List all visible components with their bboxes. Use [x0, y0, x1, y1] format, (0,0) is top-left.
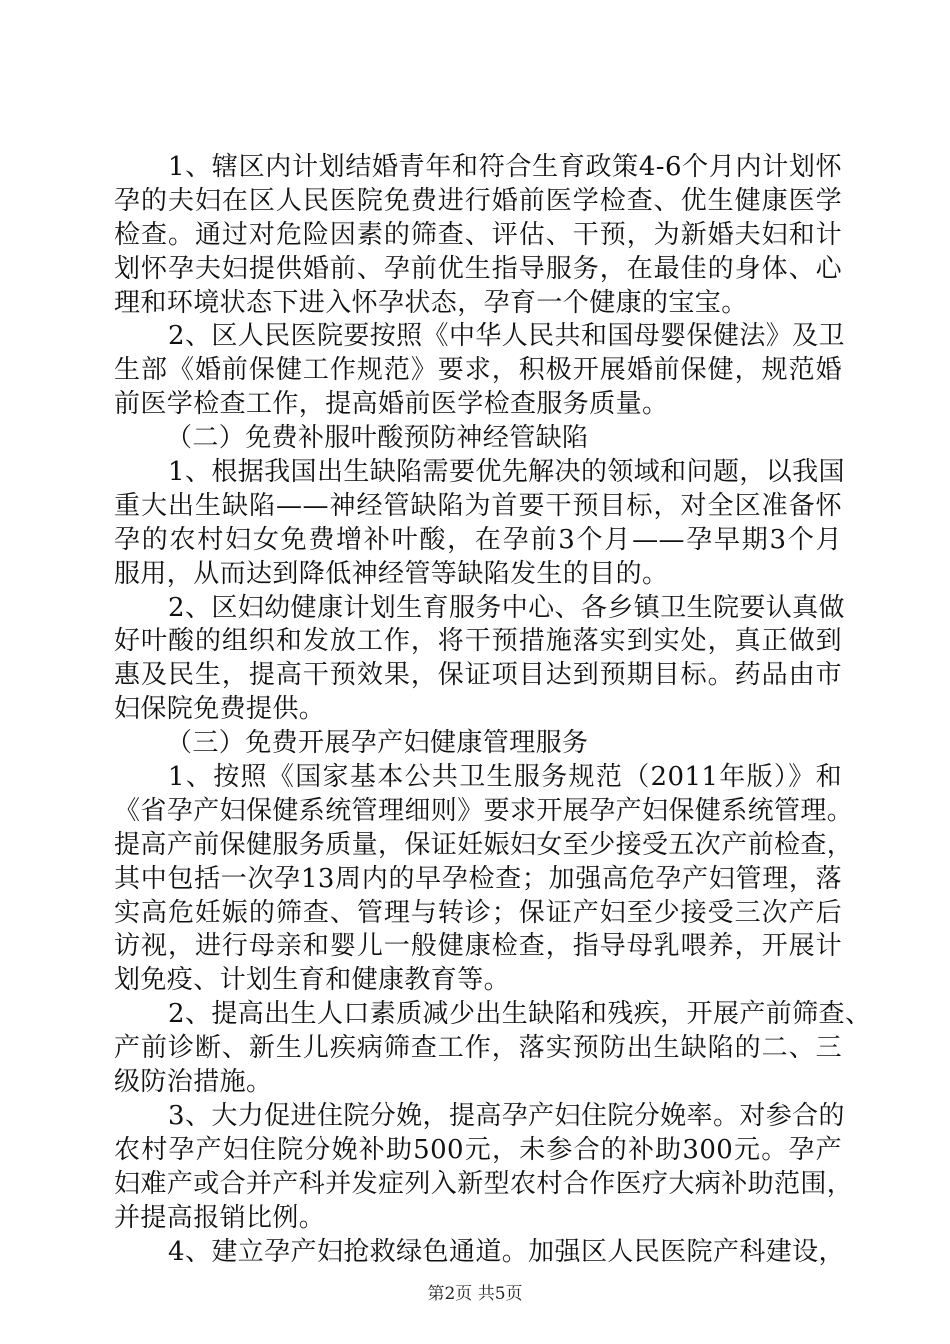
- text-line: 孕的农村妇女免费增补叶酸，在孕前3个月——孕早期3个月: [114, 524, 842, 555]
- text-line: 1、按照《国家基本公共卫生服务规范（2011年版）》和: [168, 762, 842, 793]
- text-line: 1、根据我国出生缺陷需要优先解决的领域和问题，以我国: [168, 457, 845, 488]
- text-line: 理和环境状态下进入怀孕状态，孕育一个健康的宝宝。: [114, 287, 748, 318]
- page-footer: 第2页 共5页: [427, 1284, 523, 1304]
- text-line: 并提高报销比例。: [114, 1202, 326, 1233]
- text-line: 划怀孕夫妇提供婚前、孕前优生指导服务，在最佳的身体、心: [114, 253, 842, 284]
- text-line: 好叶酸的组织和发放工作，将干预措施落实到实处，真正做到: [114, 626, 842, 657]
- text-line: 级防治措施。: [114, 1067, 273, 1098]
- text-line: 妇难产或合并产科并发症列入新型农村合作医疗大病补助范围，: [114, 1168, 854, 1199]
- text-line: 生部《婚前保健工作规范》要求，积极开展婚前保健，规范婚: [114, 355, 842, 386]
- text-line: （三）免费开展孕产妇健康管理服务: [166, 728, 589, 759]
- text-line: 妇保院免费提供。: [114, 694, 326, 725]
- text-line: 前医学检查工作，提高婚前医学检查服务质量。: [114, 389, 669, 420]
- text-line: 实高危妊娠的筛查、管理与转诊；保证产妇至少接受三次产后: [114, 897, 842, 928]
- text-line: 1、辖区内计划结婚青年和符合生育政策4-6个月内计划怀: [168, 152, 842, 182]
- text-line: （二）免费补服叶酸预防神经管缺陷: [166, 423, 589, 454]
- text-line: 服用，从而达到降低神经管等缺陷发生的目的。: [114, 558, 669, 589]
- text-line: 提高产前保健服务质量，保证妊娠妇女至少接受五次产前检查，: [114, 829, 854, 860]
- text-line: 访视，进行母亲和婴儿一般健康检查，指导母乳喂养，开展计: [114, 931, 842, 962]
- text-line: 2、提高出生人口素质减少出生缺陷和残疾，开展产前筛查、: [168, 999, 872, 1030]
- text-line: 划免疫、计划生育和健康教育等。: [114, 965, 511, 996]
- document-body: [114, 151, 872, 1269]
- text-line: 孕的夫妇在区人民医院免费进行婚前医学检查、优生健康医学: [114, 185, 842, 216]
- text-line: 检查。通过对危险因素的筛查、评估、干预，为新婚夫妇和计: [114, 219, 842, 250]
- text-line: 2、区妇幼健康计划生育服务中心、各乡镇卫生院要认真做: [168, 592, 845, 623]
- text-line: 3、大力促进住院分娩，提高孕产妇住院分娩率。对参合的: [168, 1100, 845, 1131]
- text-line: 2、区人民医院要按照《中华人民共和国母婴保健法》及卫: [168, 321, 845, 352]
- text-line: 其中包括一次孕13周内的早孕检查；加强高危孕产妇管理，落: [114, 863, 842, 894]
- text-line: 惠及民生，提高干预效果，保证项目达到预期目标。药品由市: [114, 660, 842, 691]
- text-line: 农村孕产妇住院分娩补助500元，未参合的补助300元。孕产: [114, 1134, 842, 1165]
- text-line: 产前诊断、新生儿疾病筛查工作，落实预防出生缺陷的二、三: [114, 1033, 842, 1064]
- text-line: 《省孕产妇保健系统管理细则》要求开展孕产妇保健系统管理。: [114, 795, 854, 826]
- text-line: 重大出生缺陷——神经管缺陷为首要干预目标，对全区准备怀: [114, 490, 842, 521]
- text-line: 4、建立孕产妇抢救绿色通道。加强区人民医院产科建设，: [168, 1236, 845, 1267]
